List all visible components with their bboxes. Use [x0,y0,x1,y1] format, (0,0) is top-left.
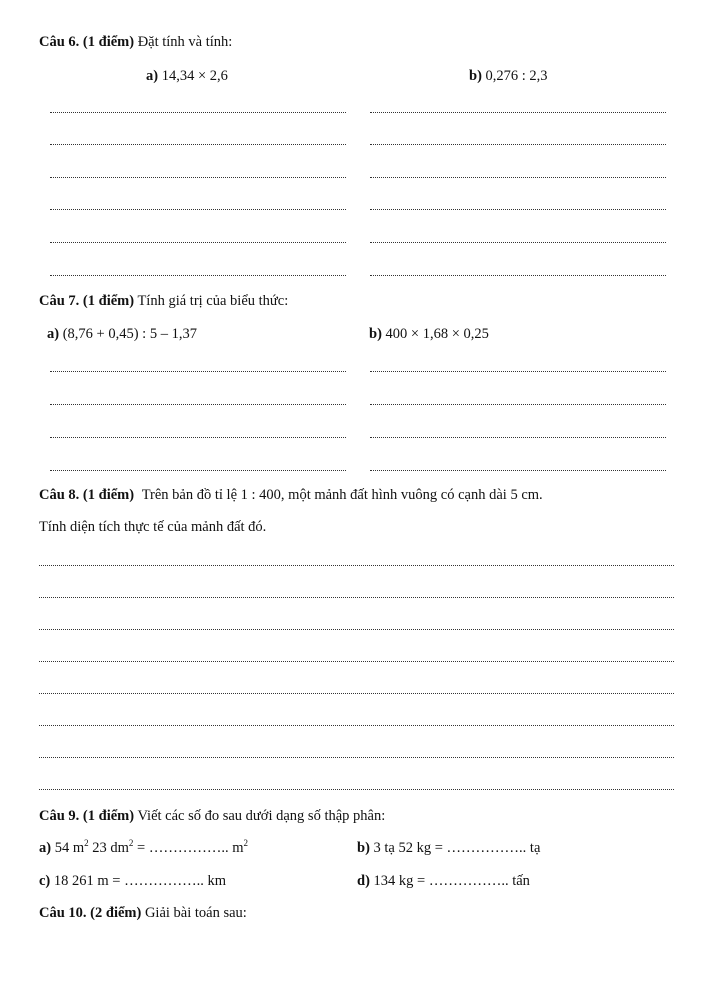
answer-line[interactable] [50,112,346,113]
question-9-label: Câu 9. [39,808,80,824]
question-10-heading [39,905,247,922]
question-10-label: Câu 10. [39,905,87,921]
answer-line[interactable] [50,177,346,178]
answer-line[interactable] [370,275,666,276]
answer-line[interactable] [50,404,346,405]
question-6-heading [39,34,232,51]
question-6-label: Câu 6. [39,34,80,50]
answer-line[interactable] [39,629,674,630]
question-7-prompt: Tính giá trị của biểu thức: [137,293,289,309]
question-6-part-b [469,68,548,85]
question-7-b-label: b) [369,326,382,342]
answer-line[interactable] [39,789,674,790]
answer-line[interactable] [39,565,674,566]
question-9-part-d [357,873,530,890]
question-9-part-c [39,873,226,890]
question-9-a-sup-1: 2 [84,838,89,849]
question-9-c-label: c) [39,873,51,889]
question-7-label: Câu 7. [39,293,80,309]
question-9-part-b [357,840,540,857]
question-9-a-text-3[interactable]: = …………….. m [133,840,244,856]
question-7-b-expression: 400 × 1,68 × 0,25 [385,326,489,342]
question-7-part-b [369,326,489,343]
question-9-a-text-2: 23 dm [88,840,129,856]
answer-line[interactable] [50,209,346,210]
answer-line[interactable] [370,470,666,471]
question-9-a-sup-2: 2 [128,838,134,849]
answer-line[interactable] [370,112,666,113]
question-8-points: (1 điểm) [82,487,135,503]
question-9-c-text[interactable]: 18 261 m = …………….. km [53,873,227,889]
answer-line[interactable] [39,757,674,758]
answer-line[interactable] [50,242,346,243]
question-10-points: (2 điểm) [90,905,142,921]
question-7-a-expression: (8,76 + 0,45) : 5 – 1,37 [62,326,197,342]
question-9-b-label: b) [357,840,370,856]
question-8-label: Câu 8. [39,487,80,503]
question-9-d-label: d) [357,873,370,889]
question-9-prompt: Viết các số đo sau dưới dạng số thập phân: [137,808,386,824]
question-6-b-label: b) [469,68,482,84]
question-9-a-label: a) [39,840,52,856]
answer-line[interactable] [370,371,666,372]
question-7-a-label: a) [47,326,60,342]
question-9-a-text-1: 54 m [54,840,85,856]
answer-line[interactable] [370,404,666,405]
answer-line[interactable] [50,275,346,276]
question-7-points: (1 điểm) [82,293,135,309]
answer-line[interactable] [39,597,674,598]
answer-line[interactable] [370,144,666,145]
answer-line[interactable] [50,371,346,372]
answer-line[interactable] [50,470,346,471]
question-8-heading [39,487,543,504]
question-6-part-a [146,68,228,85]
question-6-b-expression: 0,276 : 2,3 [485,68,548,84]
question-8-prompt-line-2: Tính diện tích thực tế của mảnh đất đó. [39,519,267,535]
answer-line[interactable] [39,661,674,662]
question-9-a-sup-3: 2 [243,838,248,849]
answer-line[interactable] [370,242,666,243]
question-9-d-text[interactable]: 134 kg = …………….. tấn [373,873,530,889]
answer-line[interactable] [50,437,346,438]
question-6-a-expression: 14,34 × 2,6 [161,68,228,84]
question-6-points: (1 điểm) [82,34,135,50]
question-9-heading [39,808,385,825]
answer-line[interactable] [39,725,674,726]
answer-line[interactable] [370,437,666,438]
question-6-prompt: Đặt tính và tính: [137,34,233,50]
question-9-points: (1 điểm) [82,808,135,824]
question-7-part-a [47,326,197,343]
question-8-prompt-line-1: Trên bản đồ tỉ lệ 1 : 400, một mảnh đất hình vuông có cạnh dài 5 cm. [141,487,543,503]
question-7-heading [39,293,288,310]
question-10-prompt: Giải bài toán sau: [144,905,247,921]
question-6-a-label: a) [146,68,159,84]
question-9-b-text[interactable]: 3 tạ 52 kg = …………….. tạ [373,840,541,856]
answer-line[interactable] [39,693,674,694]
answer-line[interactable] [50,144,346,145]
answer-line[interactable] [370,177,666,178]
answer-line[interactable] [370,209,666,210]
question-9-part-a [39,840,248,857]
